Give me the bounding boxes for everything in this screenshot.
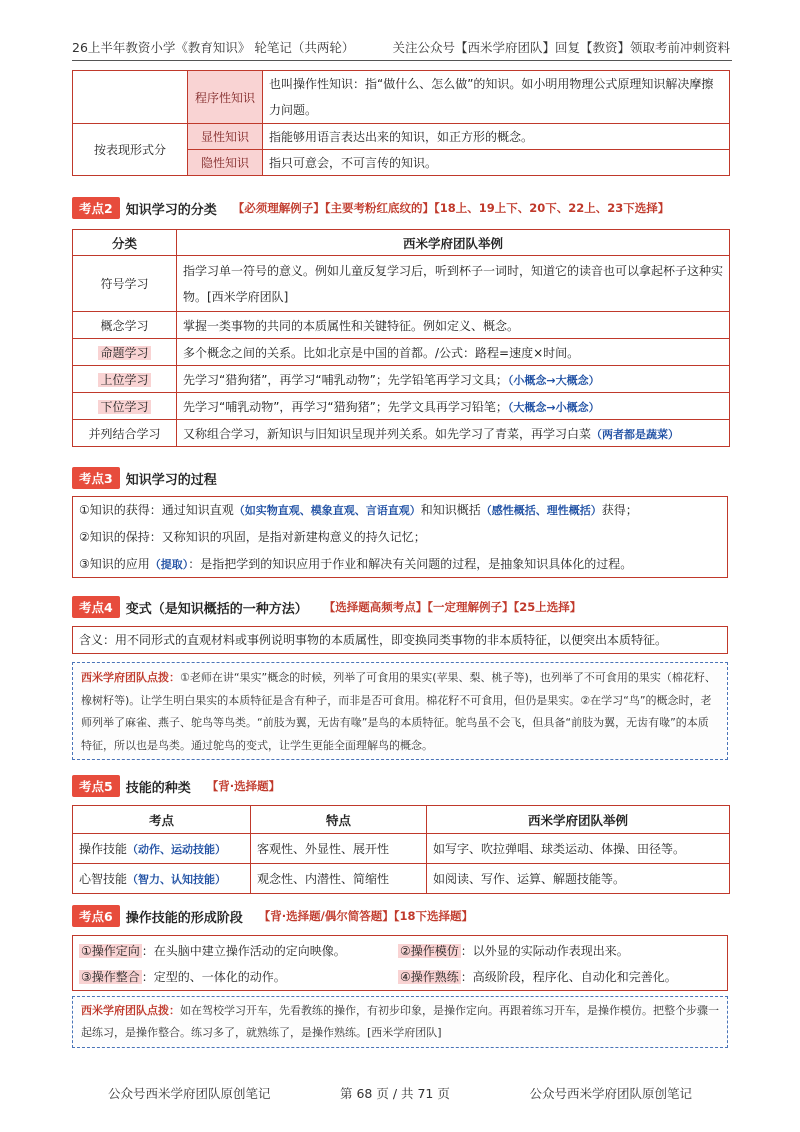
row-symbol-learning: 符号学习	[73, 256, 177, 312]
row-combinatorial-learning: 并列结合学习	[73, 420, 177, 447]
section-6-note: 【背·选择题/偶尔简答题】【18下选择题】	[258, 909, 474, 923]
col-head-example: 西米学府团队举例	[177, 230, 730, 256]
process-line-2: ②知识的保持：又称知识的巩固，是指对新建构意义的持久记忆；	[79, 530, 426, 544]
section-3-title: 知识学习的过程	[125, 472, 217, 488]
superordinate-note: （小概念→大概念）	[507, 373, 600, 387]
mental-skill-examples: 如阅读、写作、运算、解题技能等。	[427, 864, 730, 894]
col-head-category: 分类	[73, 230, 177, 256]
variation-tip-text: ①老师在讲“果实”概念的时候，列举了可食用的果实(苹果、梨、桃子等)，也列举了不可食用的果实（棉花籽、橡树籽等)。让学生明白果实的本质特征是含有种子，而非是否可食用。棉花籽不可食用，但仍是果实。②在学习“鸟”的概念时，老师列举了麻雀、燕子、鸵鸟等鸟类。“前肢为翼，无齿有喙”是鸟的本质特征。鸵鸟虽不会飞，但具备“前肢为翼，无齿有喙”的本质特征，所以也是鸟类。通过鸵鸟的变式，让学生更能全面理解鸟的概念。	[81, 671, 716, 752]
row-subordinate-learning	[73, 393, 177, 420]
acquisition-text: ①知识的获得：通过知识直观	[79, 503, 234, 517]
section-5-tag: 考点5	[72, 775, 120, 797]
proposition-label: 命题学习	[100, 345, 149, 360]
section-2-tag: 考点2	[72, 197, 120, 219]
skill-tip-text: 如在驾校学习开车，先看教练的操作，有初步印象，是操作定向。再跟着练习开车，是操作模仿。把整个步骤一起练习，是操作整合。练习多了，就熟练了，是操作熟练。[西米学府团队]	[81, 1004, 719, 1039]
acquisition-text-2: 和知识概括	[420, 503, 481, 517]
header-divider	[72, 60, 732, 61]
variation-tip-label: 西米学府团队点拨：	[81, 671, 180, 684]
footer-left: 公众号西米学府团队原创笔记	[108, 1086, 271, 1101]
application-text-2: ：是指把学到的知识应用于作业和解决有关问题的过程，是抽象知识具体化的过程。	[188, 557, 633, 571]
variation-tip-box	[72, 662, 728, 760]
acquisition-note-2: （感性概括、理性概括）	[480, 504, 602, 517]
mental-skill-note: （智力、认知技能）	[127, 873, 227, 886]
row-superordinate-learning	[73, 366, 177, 393]
row-concept-learning: 概念学习	[73, 312, 177, 339]
application-note: （提取）	[149, 558, 189, 571]
stage-proficiency-desc: ：高级阶段，程序化、自动化和完善化。	[460, 970, 677, 984]
section-5-heading	[72, 776, 280, 796]
superordinate-label: 上位学习	[100, 372, 149, 387]
process-line-1	[79, 497, 721, 524]
stage-imitation-desc: ：以外显的实际动作表现出来。	[460, 944, 629, 958]
section-6-title: 操作技能的形成阶段	[125, 910, 243, 926]
skill-col-head-2: 特点	[251, 806, 427, 834]
section-6-tag: 考点6	[72, 905, 120, 927]
stage-integration	[79, 966, 286, 988]
section-3-tag: 考点3	[72, 467, 120, 489]
operational-skill	[73, 834, 251, 864]
explicit-knowledge-label: 显性知识	[188, 124, 263, 150]
learning-classification-table	[72, 229, 730, 447]
skill-tip-box	[72, 996, 728, 1048]
section-6-heading	[72, 906, 473, 926]
skill-col-head-3: 西米学府团队举例	[427, 806, 730, 834]
blank-cell	[73, 71, 188, 124]
section-5-note: 【背·选择题】	[206, 779, 281, 793]
stage-imitation	[398, 940, 629, 962]
stage-proficiency-label: ④操作熟练	[400, 970, 459, 984]
operational-skill-note: （动作、运动技能）	[127, 843, 227, 856]
section-5-title: 技能的种类	[125, 780, 191, 796]
section-4-note: 【选择题高频考点】【一定理解例子】【25上选择】	[323, 600, 582, 614]
mental-skill-label: 心智技能	[79, 872, 128, 886]
explicit-knowledge-desc: 指能够用语言表达出来的知识，如正方形的概念。	[263, 124, 730, 150]
stage-integration-desc: ：定型的、一体化的动作。	[141, 970, 286, 984]
header-right: 关注公众号【西米学府团队】回复【教资】领取考前冲刺资料	[392, 40, 730, 55]
stage-imitation-label: ②操作模仿	[400, 944, 459, 958]
row-symbol-desc: 指学习单一符号的意义。例如儿童反复学习后，听到杯子一词时，知道它的读音也可以拿起杯子这种实物。[西米学府团队]	[177, 256, 730, 312]
section-2-note: 【必须理解例子】【主要考粉红底纹的】【18上、19上下、20下、22上、23下选择】	[232, 201, 670, 215]
tacit-knowledge-label: 隐性知识	[188, 150, 263, 176]
subordinate-text: 先学习“哺乳动物”，再学习“猎狗猪”；先学文具再学习铅笔；	[183, 399, 508, 414]
section-3-heading	[72, 468, 233, 488]
row-proposition-desc: 多个概念之间的关系。比如北京是中国的首都。/公式：路程=速度×时间。	[177, 339, 730, 366]
superordinate-text: 先学习“猎狗猪”，再学习“哺乳动物”；先学铅笔再学习文具；	[183, 372, 508, 387]
stage-integration-label: ③操作整合	[81, 970, 140, 984]
procedural-knowledge-desc: 也叫操作性知识：指“做什么、怎么做”的知识。如小明用物理公式原理知识解决摩擦力问题。	[263, 71, 730, 124]
skill-tip-label: 西米学府团队点拨：	[81, 1004, 180, 1017]
skill-types-table	[72, 805, 730, 894]
row-combinatorial-desc	[177, 420, 730, 447]
stage-orientation	[79, 940, 346, 962]
application-text: ③知识的应用	[79, 557, 150, 571]
subordinate-note: （大概念→小概念）	[507, 400, 600, 414]
section-4-heading	[72, 597, 581, 617]
classification-group-label: 按表现形式分	[73, 124, 188, 176]
skill-col-head-1: 考点	[73, 806, 251, 834]
header-left: 26上半年教资小学《教育知识》 轮笔记（共两轮）	[72, 40, 355, 55]
operational-skill-examples: 如写字、吹拉弹唱、球类运动、体操、田径等。	[427, 834, 730, 864]
operational-skill-label: 操作技能	[79, 842, 128, 856]
acquisition-text-3: 获得；	[601, 503, 638, 517]
section-2-heading	[72, 198, 669, 218]
stage-orientation-label: ①操作定向	[81, 944, 140, 958]
mental-skill	[73, 864, 251, 894]
mental-skill-features: 观念性、内潜性、简缩性	[251, 864, 427, 894]
row-subordinate-desc	[177, 393, 730, 420]
knowledge-process-box	[72, 496, 728, 578]
row-concept-desc: 掌握一类事物的共同的本质属性和关键特征。例如定义、概念。	[177, 312, 730, 339]
skill-stages-box	[72, 935, 728, 991]
process-line-3	[79, 551, 721, 578]
combinatorial-text: 又称组合学习，新知识与旧知识呈现并列关系。如先学习了青菜，再学习白菜	[183, 426, 592, 441]
variation-definition: 含义：用不同形式的直观材料或事例说明事物的本质属性，即变换同类事物的非本质特征，以便突出本质特征。	[72, 626, 728, 654]
subordinate-label: 下位学习	[100, 399, 149, 414]
stage-proficiency	[398, 966, 677, 988]
section-4-tag: 考点4	[72, 596, 120, 618]
footer-right: 公众号西米学府团队原创笔记	[529, 1086, 692, 1101]
knowledge-form-table	[72, 70, 730, 176]
combinatorial-note: （两者都是蔬菜）	[591, 427, 680, 441]
stage-orientation-desc: ：在头脑中建立操作活动的定向映像。	[141, 944, 346, 958]
row-proposition-learning	[73, 339, 177, 366]
operational-skill-features: 客观性、外显性、展开性	[251, 834, 427, 864]
footer-page-number: 第 68 页 / 共 71 页	[340, 1086, 450, 1101]
section-2-title: 知识学习的分类	[125, 202, 217, 218]
section-4-title: 变式（是知识概括的一种方法）	[125, 601, 308, 617]
acquisition-note: （如实物直观、模象直观、言语直观）	[233, 504, 421, 517]
procedural-knowledge-label: 程序性知识	[188, 71, 263, 124]
tacit-knowledge-desc: 指只可意会，不可言传的知识。	[263, 150, 730, 176]
row-superordinate-desc	[177, 366, 730, 393]
